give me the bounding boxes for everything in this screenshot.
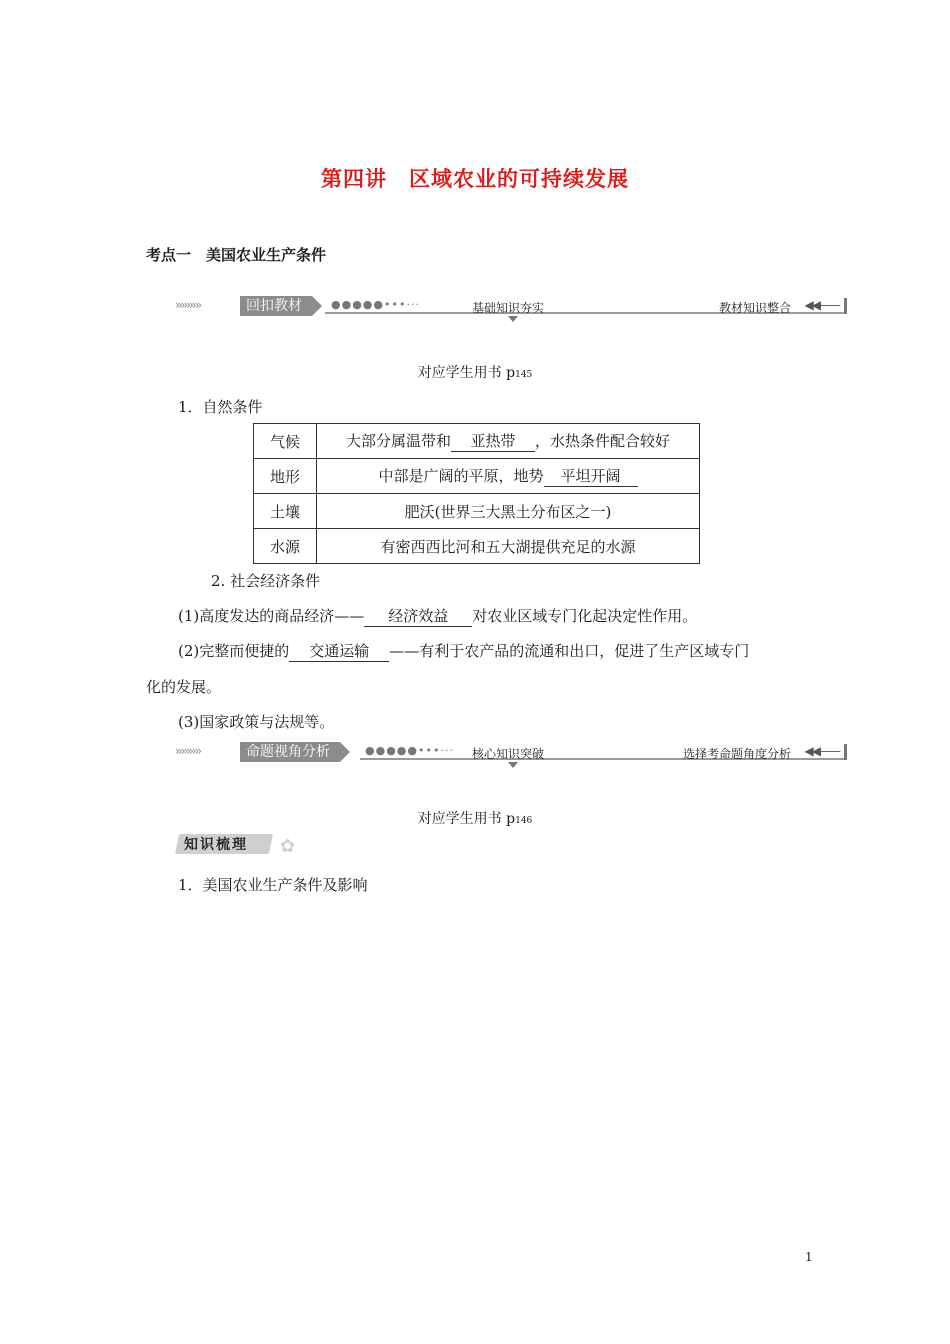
dots-icon: ●●●●●•••··· (331, 298, 420, 311)
paragraph: (2)完整而便捷的 交通运输 ——有利于农产品的流通和出口，促进了生产区域专门 (178, 642, 750, 660)
divider (844, 298, 847, 314)
section-heading: 考点一 美国农业生产条件 (146, 246, 327, 264)
triangle-down-icon (508, 762, 518, 768)
paragraph: 化的发展。 (146, 678, 222, 696)
table-row: 土壤 肥沃(世界三大黑土分布区之一) (254, 494, 700, 529)
divider (844, 744, 847, 760)
answer-blank: 经济效益 (364, 605, 472, 627)
conditions-table (253, 423, 700, 564)
reference-note: 对应学生用书 p146 (417, 811, 533, 827)
page-number: 1 (805, 1250, 813, 1264)
answer-blank: 亚热带 (451, 430, 535, 452)
banner-mid-label: 基础知识夯实 (472, 301, 545, 315)
banner-tag: 回扣教材 (240, 296, 312, 316)
arrow-left-icon: ◀◀—— (804, 298, 839, 312)
paragraph: (3)国家政策与法规等。 (178, 713, 335, 731)
table-row: 气候 大部分属温带和 亚热带 ，水热条件配合较好 (254, 424, 700, 459)
knowledge-badge: 知识梳理 (184, 837, 248, 853)
banner-mid-label: 核心知识突破 (472, 747, 545, 761)
table-row: 水源 有密西西比河和五大湖提供充足的水源 (254, 529, 700, 564)
chevron-right-icon: ››››››››› (175, 744, 201, 758)
list-item: 1．自然条件 (178, 398, 263, 416)
list-item: 1．美国农业生产条件及影响 (178, 876, 368, 894)
chevron-right-icon: ››››››››› (175, 298, 201, 312)
flower-icon: ✿ (280, 836, 296, 857)
section-banner-1 (175, 296, 847, 320)
answer-blank: 交通运输 (289, 640, 389, 662)
banner-right-label: 选择考命题角度分析 (682, 747, 791, 761)
paragraph: (1)高度发达的商品经济—— 经济效益 对农业区域专门化起决定性作用。 (178, 607, 698, 625)
arrow-left-icon: ◀◀—— (804, 744, 839, 758)
triangle-down-icon (508, 316, 518, 322)
table-row: 地形 中部是广阔的平原，地势 平坦开阔 (254, 459, 700, 494)
list-item: 2. 社会经济条件 (211, 572, 321, 590)
dots-icon: ●●●●●•••··· (365, 744, 454, 757)
banner-right-label: 教材知识整合 (718, 301, 791, 315)
reference-note: 对应学生用书 p145 (417, 365, 533, 381)
section-banner-2 (175, 742, 847, 766)
page-title: 第四讲 区域农业的可持续发展 (321, 167, 629, 191)
banner-tag: 命题视角分析 (240, 742, 340, 762)
answer-blank: 平坦开阔 (544, 465, 638, 487)
